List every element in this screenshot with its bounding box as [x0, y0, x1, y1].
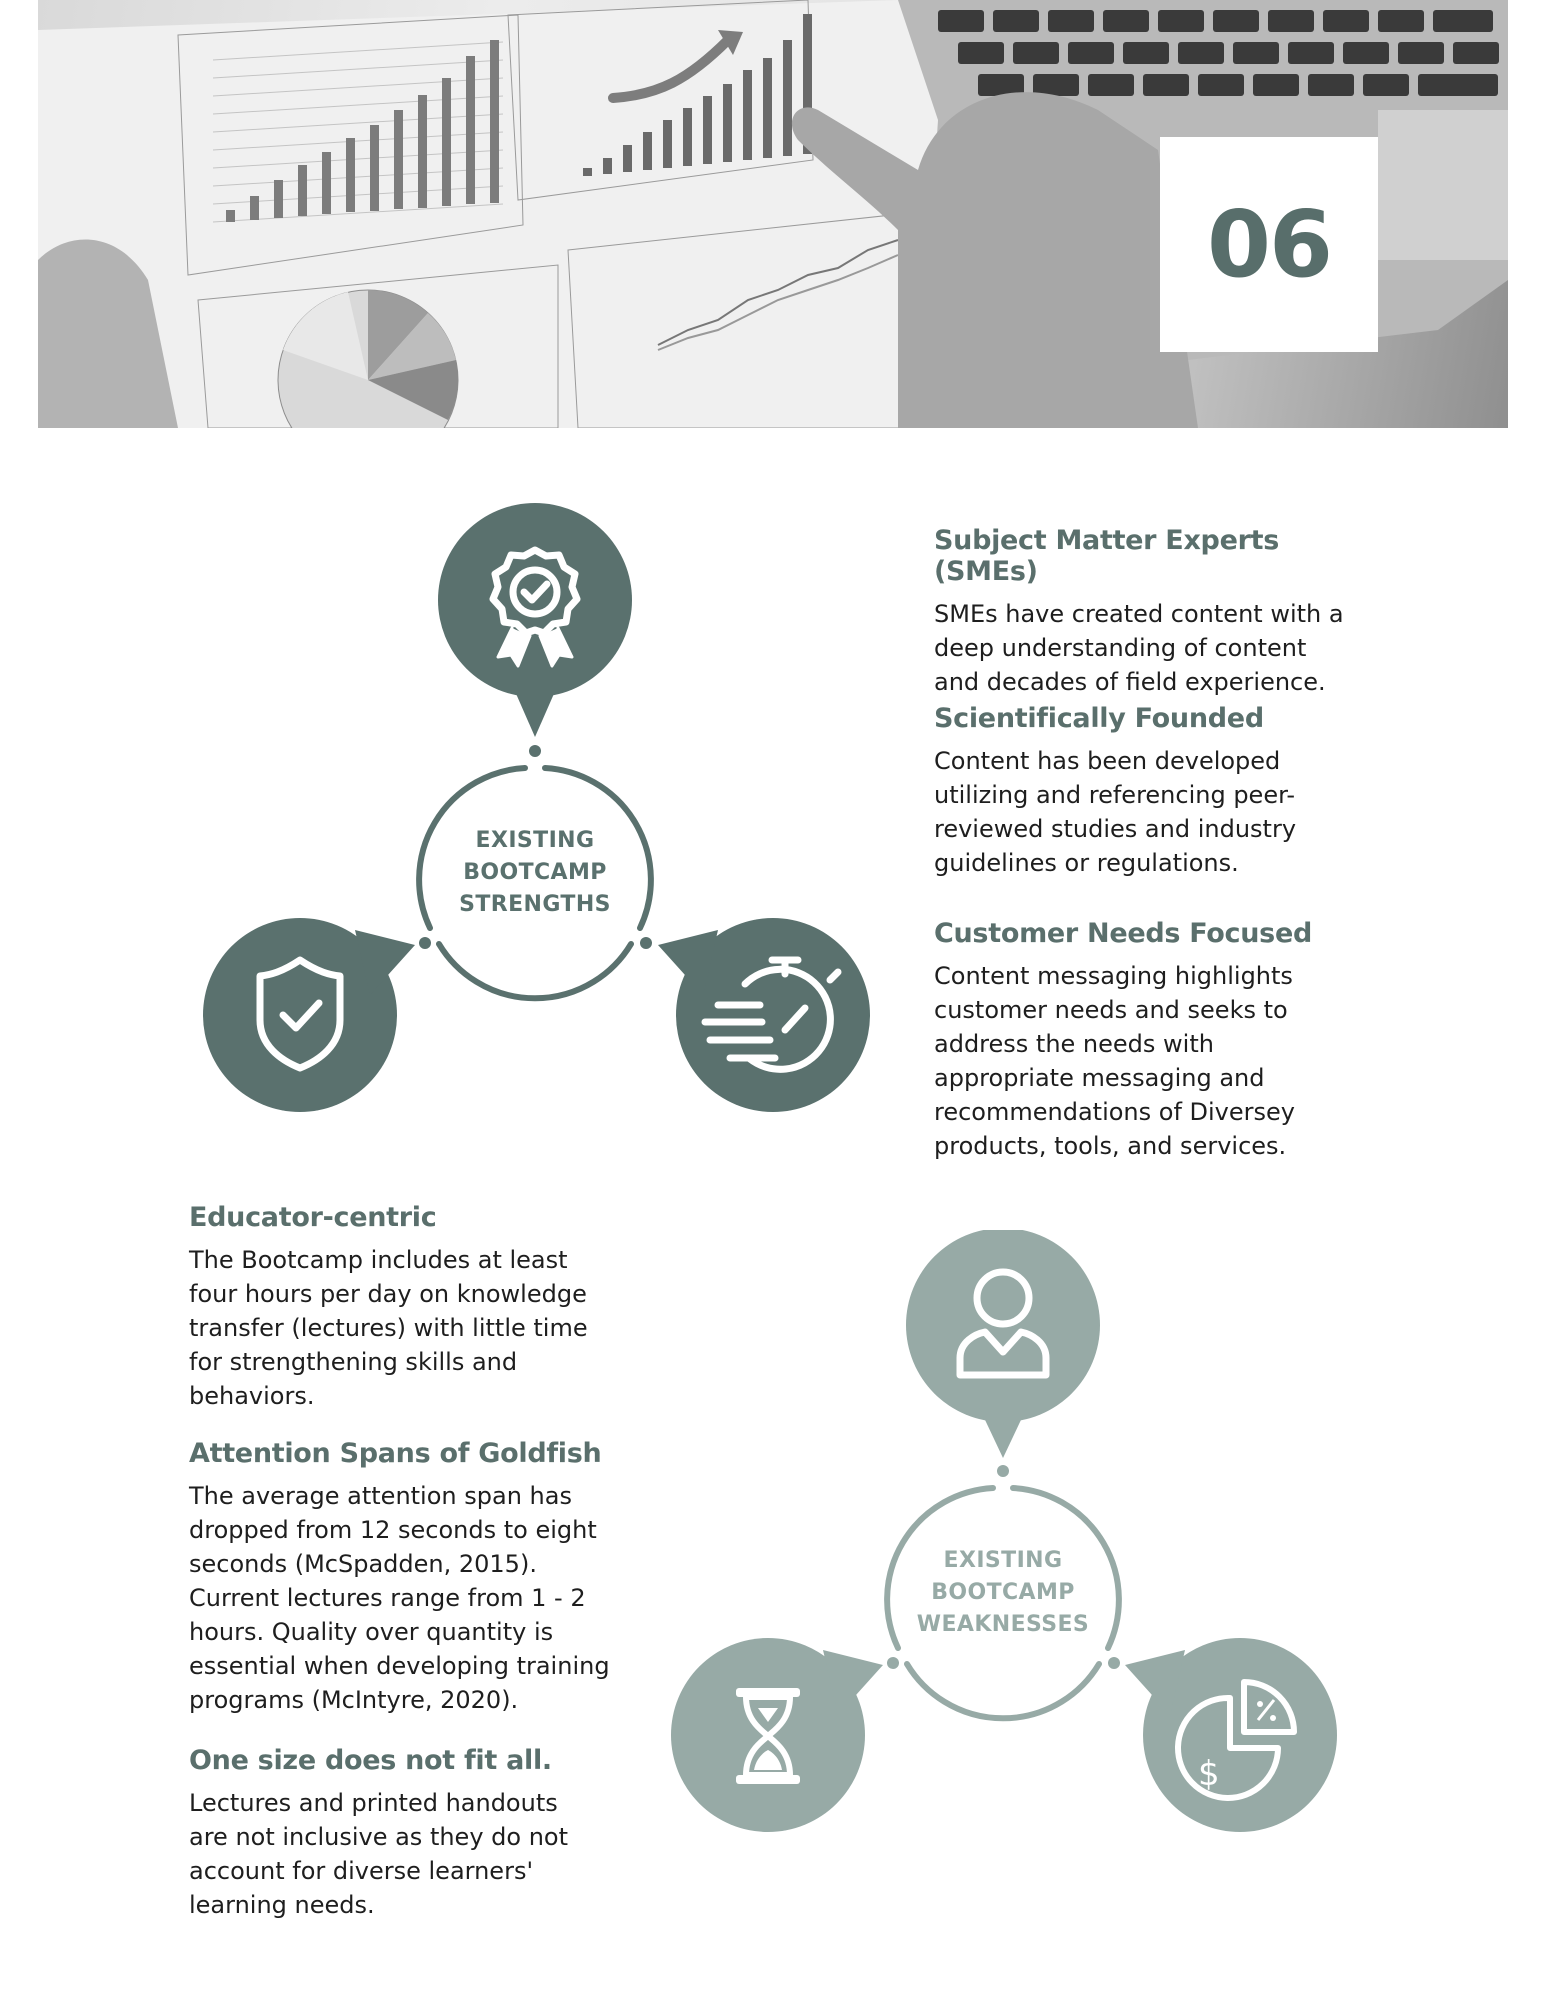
strength-item-customer	[934, 918, 1374, 1163]
top-bubble	[438, 503, 632, 737]
left-bubble	[671, 1638, 883, 1832]
dollar-sign: $	[1198, 1754, 1220, 1794]
connector-dot	[1108, 1657, 1120, 1669]
center-label-line: WEAKNESSES	[916, 1612, 1090, 1637]
top-bubble	[906, 1230, 1100, 1458]
connector-dot	[529, 745, 541, 757]
weakness-title: One size does not fit all.	[189, 1745, 552, 1776]
strength-item-scientific	[934, 703, 1374, 880]
weakness-description: The average attention span has dropped from 12 seconds to eight seconds (McSpadden, 2015). Current lectures range from 1 - 2 hours. Quality over quantity is essential when developing training programs (McIntyre, 2020).	[189, 1482, 610, 1714]
weakness-description: Lectures and printed handouts are not inclusive as they do not account for diverse learners' learning needs.	[189, 1789, 569, 1919]
strength-description: Content messaging highlights customer needs and seeks to address the needs with appropriate messaging and recommendations of Diversey products, tools, and services.	[934, 962, 1295, 1160]
page-number-badge	[1160, 137, 1378, 352]
weakness-title: Educator-centric	[189, 1202, 437, 1233]
connector-dot	[997, 1465, 1009, 1477]
strength-title: Customer Needs Focused	[934, 918, 1312, 949]
center-label-line: EXISTING	[943, 1548, 1063, 1573]
strength-description: Content has been developed utilizing and referencing peer- reviewed studies and industry guidelines or regulations.	[934, 747, 1297, 877]
connector-dot	[887, 1657, 899, 1669]
strengths-center-label	[415, 825, 655, 921]
center-label-line: BOOTCAMP	[463, 860, 607, 885]
strength-title: Scientifically Founded	[934, 703, 1264, 734]
hero-photo	[38, 0, 1508, 428]
weakness-item-one-size	[189, 1745, 659, 1922]
page-number: 06	[1206, 191, 1332, 298]
strength-title: Subject Matter Experts (SMEs)	[934, 525, 1279, 587]
weaknesses-diagram	[660, 1230, 1360, 1860]
weaknesses-center-label	[883, 1545, 1123, 1641]
center-label-line: BOOTCAMP	[931, 1580, 1075, 1605]
right-bubble	[658, 918, 870, 1112]
connector-dot	[640, 937, 652, 949]
weakness-description: The Bootcamp includes at least four hours per day on knowledge transfer (lectures) with little time for strengthening skills and behaviors.	[189, 1246, 588, 1410]
connector-dot	[419, 937, 431, 949]
weakness-item-educator	[189, 1202, 659, 1413]
strength-description: SMEs have created content with a deep understanding of content and decades of field experience.	[934, 600, 1344, 696]
strength-item-smes	[934, 525, 1374, 699]
center-label-line: STRENGTHS	[459, 892, 611, 917]
weakness-item-attention	[189, 1438, 659, 1717]
center-label-line: EXISTING	[475, 828, 595, 853]
weakness-title: Attention Spans of Goldfish	[189, 1438, 602, 1469]
strengths-diagram	[190, 500, 890, 1130]
